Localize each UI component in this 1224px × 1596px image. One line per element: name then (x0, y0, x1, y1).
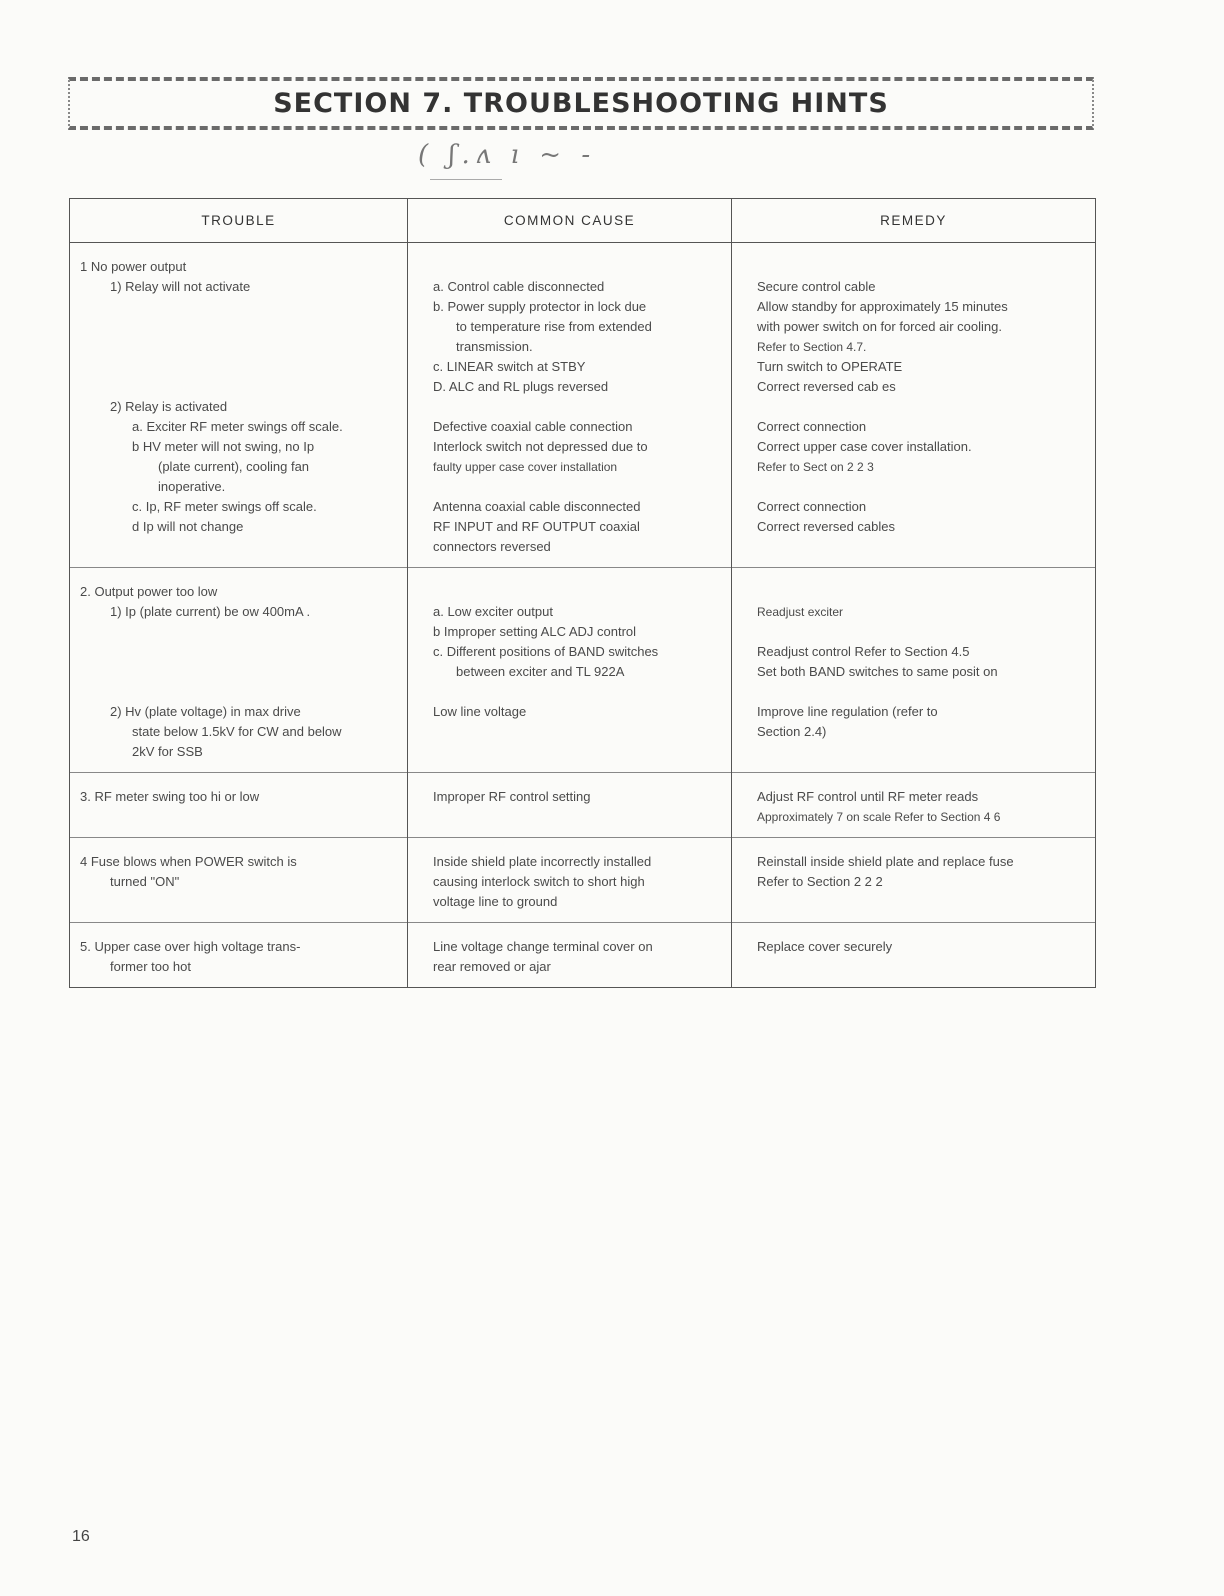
remedy-line: Improve line regulation (refer to (757, 704, 938, 719)
table-header-row (70, 199, 1096, 243)
trouble-line: c. Ip, RF meter swings off scale. (132, 499, 317, 514)
cause-line: faulty upper case cover installation (433, 460, 618, 474)
remedy-line: Readjust control Refer to Section 4.5 (757, 644, 970, 659)
remedy-cell (732, 838, 1096, 923)
trouble-heading: 3. RF meter swing too hi or low (80, 789, 260, 804)
trouble-line: 1) Ip (plate current) be ow 400mA . (110, 604, 311, 619)
remedy-line: Correct connection (757, 499, 867, 514)
remedy-line: Turn switch to OPERATE (757, 359, 903, 374)
section-title: SECTION 7. TROUBLESHOOTING HINTS (273, 88, 889, 119)
cause-line: a. Low exciter output (433, 604, 553, 619)
cause-line: RF INPUT and RF OUTPUT coaxial (433, 519, 640, 534)
column-header-remedy: REMEDY (732, 199, 1096, 243)
remedy-line: Adjust RF control until RF meter reads (757, 789, 979, 804)
cause-line: Interlock switch not depressed due to (433, 439, 648, 454)
remedy-cell (732, 923, 1096, 988)
page-number: 16 (72, 1528, 90, 1545)
cause-line: causing interlock switch to short high (433, 874, 645, 889)
trouble-line: 2kV for SSB (132, 744, 203, 759)
cause-cell (408, 243, 732, 568)
cause-line: between exciter and TL 922A (456, 664, 625, 679)
remedy-cell (732, 243, 1096, 568)
cause-line: connectors reversed (433, 539, 551, 554)
cause-line: b Improper setting ALC ADJ control (433, 624, 637, 639)
remedy-line: Correct connection (757, 419, 867, 434)
remedy-line: Correct reversed cab es (757, 379, 896, 394)
trouble-heading: 5. Upper case over high voltage trans- (80, 939, 301, 954)
cause-line: a. Control cable disconnected (433, 279, 605, 294)
trouble-line: a. Exciter RF meter swings off scale. (132, 419, 343, 434)
column-header-common-cause: COMMON CAUSE (408, 199, 732, 243)
remedy-line: Set both BAND switches to same posit on (757, 664, 998, 679)
trouble-heading: 2. Output power too low (80, 584, 218, 599)
table-row (70, 568, 1096, 773)
trouble-cell (70, 243, 408, 568)
trouble-cell (70, 838, 408, 923)
remedy-cell (732, 568, 1096, 773)
remedy-line: Secure control cable (757, 279, 876, 294)
cause-line: to temperature rise from extended (456, 319, 652, 334)
cause-line: Antenna coaxial cable disconnected (433, 499, 641, 514)
remedy-line: Approximately 7 on scale Refer to Section 4 6 (757, 810, 1001, 824)
trouble-line: state below 1.5kV for CW and below (132, 724, 342, 739)
remedy-line: Reinstall inside shield plate and replace fuse (757, 854, 1014, 869)
remedy-line: Correct upper case cover installation. (757, 439, 972, 454)
section-title-banner (68, 77, 1094, 130)
table-row (70, 773, 1096, 838)
cause-line: Inside shield plate incorrectly installed (433, 854, 652, 869)
handwritten-underline (430, 179, 502, 180)
cause-cell (408, 568, 732, 773)
cause-line: Improper RF control setting (433, 789, 591, 804)
cause-line: voltage line to ground (433, 894, 558, 909)
cause-line: D. ALC and RL plugs reversed (433, 379, 609, 394)
trouble-cell (70, 568, 408, 773)
remedy-line: Refer to Section 2 2 2 (757, 874, 883, 889)
trouble-line: former too hot (110, 959, 191, 974)
cause-line: Low line voltage (433, 704, 527, 719)
cause-line: c. Different positions of BAND switches (433, 644, 659, 659)
table-row (70, 243, 1096, 568)
remedy-line: Correct reversed cables (757, 519, 895, 534)
cause-line: c. LINEAR switch at STBY (433, 359, 586, 374)
trouble-line: 2) Relay is activated (110, 399, 228, 414)
cause-cell (408, 923, 732, 988)
remedy-cell (732, 773, 1096, 838)
remedy-line: Readjust exciter (757, 605, 844, 619)
cause-cell (408, 773, 732, 838)
handwritten-note: ( ʃ.ʌ ı ~ - (418, 140, 597, 170)
column-header-trouble: TROUBLE (70, 199, 408, 243)
trouble-line: inoperative. (158, 479, 226, 494)
trouble-line: (plate current), cooling fan (158, 459, 310, 474)
remedy-line: Allow standby for approximately 15 minutes (757, 299, 1008, 314)
remedy-line: Refer to Section 4.7. (757, 340, 867, 354)
remedy-line: with power switch on for forced air cooling. (757, 319, 1002, 334)
remedy-line: Section 2.4) (757, 724, 827, 739)
cause-line: rear removed or ajar (433, 959, 551, 974)
trouble-heading: 1 No power output (80, 259, 187, 274)
trouble-line: turned "ON" (110, 874, 180, 889)
table-row (70, 923, 1096, 988)
trouble-line: 2) Hv (plate voltage) in max drive (110, 704, 301, 719)
trouble-line: b HV meter will not swing, no Ip (132, 439, 315, 454)
trouble-heading: 4 Fuse blows when POWER switch is (80, 854, 297, 869)
cause-cell (408, 838, 732, 923)
trouble-cell (70, 773, 408, 838)
cause-line: b. Power supply protector in lock due (433, 299, 647, 314)
table-row (70, 838, 1096, 923)
trouble-line: d Ip will not change (132, 519, 244, 534)
cause-line: Line voltage change terminal cover on (433, 939, 653, 954)
trouble-line: 1) Relay will not activate (110, 279, 251, 294)
remedy-line: Refer to Sect on 2 2 3 (757, 460, 874, 474)
troubleshooting-table (69, 198, 1096, 988)
remedy-line: Replace cover securely (757, 939, 893, 954)
cause-line: transmission. (456, 339, 533, 354)
cause-line: Defective coaxial cable connection (433, 419, 633, 434)
trouble-cell (70, 923, 408, 988)
